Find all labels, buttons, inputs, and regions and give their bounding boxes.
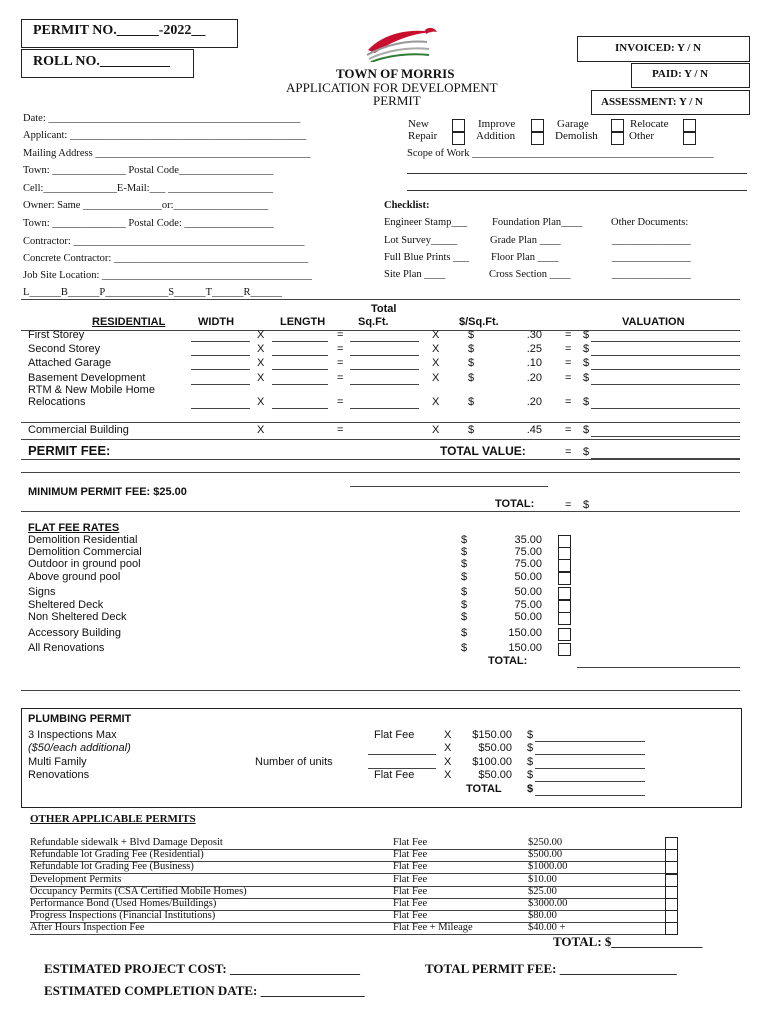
- times-symbol: X: [444, 756, 452, 768]
- rate-value: .20: [526, 396, 542, 408]
- equals-symbol: =: [337, 329, 344, 341]
- times-symbol: X: [432, 424, 440, 436]
- roll-no-label: ROLL NO.__________: [33, 54, 170, 69]
- minimum-permit-fee: MINIMUM PERMIT FEE: $25.00: [28, 486, 187, 498]
- checklist-other-doc-2[interactable]: _______________: [612, 252, 691, 263]
- equals-symbol: =: [337, 396, 344, 408]
- flat-fee-dollar: $: [461, 558, 468, 570]
- work-relocate-label: Relocate: [630, 118, 669, 130]
- other-permit-amount: $25.00: [528, 885, 557, 897]
- equals-symbol: =: [565, 357, 572, 369]
- applicant-field[interactable]: Applicant: _____________________________________________: [23, 130, 307, 141]
- assessment-label: ASSESSMENT: Y / N: [601, 96, 703, 108]
- plumbing-amount: $50.00: [478, 769, 512, 781]
- flat-fee-bottom-line: [21, 690, 740, 691]
- permit-total-underline: [21, 511, 740, 512]
- flat-fee-dollar: $: [461, 642, 468, 654]
- flat-fee-label: Above ground pool: [28, 571, 121, 583]
- plumbing-amount-input[interactable]: [535, 754, 645, 755]
- flat-fee-amount: 50.00: [514, 571, 542, 583]
- job-site-location-field[interactable]: Job Site Location: ________________________________________: [23, 270, 313, 281]
- invoiced-label: INVOICED: Y / N: [615, 42, 702, 54]
- valuation-input[interactable]: [591, 436, 740, 437]
- flat-fee-amount: 150.00: [508, 627, 542, 639]
- flat-fee-amount: 150.00: [508, 642, 542, 654]
- other-permit-amount: $3000.00: [528, 898, 568, 909]
- times-symbol: X: [432, 329, 440, 341]
- work-garage-label: Garage: [557, 118, 589, 130]
- rate-value: .30: [526, 329, 542, 341]
- table-top-line: [21, 299, 740, 300]
- flat-fee-label: All Renovations: [28, 642, 105, 654]
- valuation-input[interactable]: [591, 384, 740, 385]
- rate-dollar: $: [468, 424, 475, 436]
- total-sqft-header-2: Sq.Ft.: [358, 316, 389, 328]
- plumbing-amount: $50.00: [478, 742, 512, 754]
- plumbing-total-label: TOTAL: [466, 783, 502, 795]
- work-repair-label: Repair: [408, 130, 438, 142]
- estimated-completion-date[interactable]: ESTIMATED COMPLETION DATE: ________________: [44, 983, 365, 998]
- other-permit-type: Flat Fee: [393, 898, 428, 909]
- rate-dollar: $: [468, 343, 475, 355]
- equals-symbol: =: [337, 357, 344, 369]
- form-title-line2: PERMIT: [373, 93, 421, 108]
- other-permit-checkbox[interactable]: [665, 898, 678, 911]
- residential-row-label: Second Storey: [28, 343, 101, 355]
- flat-fee-label: Signs: [28, 586, 56, 598]
- checklist-lot-survey[interactable]: Lot Survey_____: [384, 235, 458, 246]
- plumbing-dollar: $: [527, 742, 534, 754]
- permit-fee-bottom-line: [21, 459, 740, 460]
- checklist-title: Checklist:: [384, 200, 430, 211]
- other-permit-checkbox[interactable]: [665, 849, 678, 862]
- other-permit-checkbox[interactable]: [665, 886, 678, 899]
- spacer-line-1: [21, 472, 740, 473]
- times-symbol: X: [444, 742, 452, 754]
- checklist-site-plan[interactable]: Site Plan ____: [384, 269, 446, 280]
- flat-fee-label: Demolition Commercial: [28, 546, 142, 558]
- estimated-project-cost[interactable]: ESTIMATED PROJECT COST: ____________________: [44, 961, 361, 976]
- commercial-top-line: [21, 422, 740, 423]
- valuation-dollar: $: [583, 424, 590, 436]
- plumbing-flat-fee: Flat Fee: [374, 769, 415, 781]
- work-addition-checkbox[interactable]: [531, 132, 544, 145]
- equals-symbol: =: [565, 424, 572, 436]
- work-demolish-checkbox[interactable]: [611, 132, 624, 145]
- length-input[interactable]: [272, 408, 328, 409]
- equals-symbol: =: [565, 396, 572, 408]
- length-header: LENGTH: [280, 316, 326, 328]
- other-permit-amount: $80.00: [528, 910, 557, 922]
- residential-row-label: Commercial Building: [28, 424, 129, 436]
- width-input[interactable]: [191, 369, 250, 370]
- flat-fee-dollar: $: [461, 627, 468, 639]
- total-sqft-input[interactable]: [350, 408, 419, 409]
- times-symbol: X: [432, 372, 440, 384]
- width-input[interactable]: [191, 355, 250, 356]
- checklist-other-documents: Other Documents:: [611, 217, 689, 228]
- other-permit-label: Occupancy Permits (CSA Certified Mobile Homes): [30, 885, 247, 897]
- total-sqft-input[interactable]: [350, 384, 419, 385]
- scope-line-3[interactable]: [407, 190, 747, 191]
- flat-fee-amount: 50.00: [514, 586, 542, 598]
- work-improve-label: Improve: [478, 118, 516, 130]
- header-underline: [21, 330, 740, 331]
- valuation-input[interactable]: [591, 369, 740, 370]
- equals-symbol: =: [565, 343, 572, 355]
- other-permit-label: Development Permits: [30, 873, 122, 885]
- valuation-input[interactable]: [591, 355, 740, 356]
- work-repair-checkbox[interactable]: [452, 132, 465, 145]
- other-permit-type: Flat Fee: [393, 837, 428, 848]
- plumbing-total-dollar: $: [527, 783, 534, 795]
- checklist-other-doc-1[interactable]: _______________: [612, 235, 691, 246]
- flat-fee-label: Sheltered Deck: [28, 599, 104, 611]
- length-input[interactable]: [272, 384, 328, 385]
- cell-email-field[interactable]: Cell:______________E-Mail:___ ____________________: [23, 183, 273, 194]
- valuation-dollar: $: [583, 343, 590, 355]
- residential-row-label: RTM & New Mobile Home: [28, 384, 155, 396]
- per-sqft-header: $/Sq.Ft.: [459, 316, 499, 328]
- plumbing-dollar: $: [527, 769, 534, 781]
- width-header: WIDTH: [198, 316, 235, 328]
- scope-line-2[interactable]: [407, 173, 747, 174]
- flat-fee-title: FLAT FEE RATES: [28, 522, 120, 534]
- permit-fee-top-line: [21, 439, 740, 440]
- other-permit-label: Performance Bond (Used Homes/Buildings): [30, 898, 217, 909]
- valuation-dollar: $: [583, 372, 590, 384]
- valuation-dollar: $: [583, 329, 590, 341]
- flat-fee-dollar: $: [461, 599, 468, 611]
- total-sqft-input[interactable]: [350, 369, 419, 370]
- contractor-field[interactable]: Contractor: ____________________________________________: [23, 236, 305, 247]
- work-addition-label: Addition: [476, 130, 516, 142]
- valuation-dollar: $: [583, 396, 590, 408]
- flat-fee-label: Accessory Building: [28, 627, 121, 639]
- plumbing-flat-fee: Flat Fee: [374, 729, 415, 741]
- other-permit-checkbox[interactable]: [665, 861, 678, 874]
- flat-fee-amount: 75.00: [514, 558, 542, 570]
- times-symbol: X: [257, 329, 265, 341]
- flat-fee-dollar: $: [461, 586, 468, 598]
- total-value-eq: =: [565, 446, 572, 458]
- rate-value: .10: [526, 357, 542, 369]
- concrete-contractor-field[interactable]: Concrete Contractor: _____________________________________: [23, 253, 309, 264]
- work-new-label: New: [408, 118, 429, 130]
- other-permit-type: Flat Fee: [393, 910, 428, 922]
- plumbing-amount-input[interactable]: [535, 781, 645, 782]
- equals-symbol: =: [337, 424, 344, 436]
- plumbing-row-label: ($50/each additional): [28, 742, 131, 754]
- valuation-dollar: $: [583, 357, 590, 369]
- flat-fee-label: Demolition Residential: [28, 534, 138, 546]
- checklist-floor-plan[interactable]: Floor Plan ____: [491, 252, 559, 263]
- other-permit-underline: [30, 873, 670, 874]
- plumbing-row-label: Multi Family: [28, 756, 87, 768]
- rate-value: .20: [526, 372, 542, 384]
- other-permit-amount: $1000.00: [528, 861, 568, 873]
- times-symbol: X: [432, 343, 440, 355]
- plumbing-title: PLUMBING PERMIT: [28, 713, 132, 725]
- permit-total-dollar: $: [583, 499, 590, 511]
- other-permit-type: Flat Fee: [393, 849, 428, 861]
- other-permit-type: Flat Fee: [393, 861, 428, 873]
- plumbing-amount-input[interactable]: [535, 768, 645, 769]
- flat-fee-label: Outdoor in ground pool: [28, 558, 141, 570]
- flat-fee-label: Non Sheltered Deck: [28, 611, 127, 623]
- equals-symbol: =: [565, 329, 572, 341]
- total-value-dollar: $: [583, 446, 590, 458]
- plumbing-dollar: $: [527, 756, 534, 768]
- times-symbol: X: [257, 357, 265, 369]
- work-other-checkbox[interactable]: [683, 132, 696, 145]
- equals-symbol: =: [565, 372, 572, 384]
- plumbing-number-of-units: Number of units: [255, 756, 333, 768]
- legal-land-field[interactable]: L______B______P____________S______T______R______: [23, 287, 283, 298]
- work-other-label: Other: [629, 130, 655, 142]
- work-relocate-checkbox[interactable]: [683, 119, 696, 132]
- permit-total-label: TOTAL:: [495, 498, 535, 510]
- checklist-other-doc-3[interactable]: _______________: [612, 269, 691, 280]
- rate-value: .45: [526, 424, 542, 436]
- plumbing-amount: $150.00: [472, 729, 512, 741]
- residential-row-label: Attached Garage: [28, 357, 112, 369]
- flat-fee-checkbox[interactable]: [558, 572, 571, 585]
- plumbing-amount-input[interactable]: [535, 741, 645, 742]
- total-sqft-input[interactable]: [350, 341, 419, 342]
- paid-label: PAID: Y / N: [652, 68, 709, 80]
- permit-total-eq: =: [565, 499, 572, 511]
- owner-town-postal-field[interactable]: Town: ______________ Postal Code: _________________: [23, 218, 274, 229]
- flat-fee-total-label: TOTAL:: [488, 655, 528, 667]
- flat-fee-checkbox[interactable]: [558, 612, 571, 625]
- plumbing-amount: $100.00: [472, 756, 512, 768]
- permit-fee-label: PERMIT FEE:: [28, 443, 111, 458]
- times-symbol: X: [432, 357, 440, 369]
- width-input[interactable]: [191, 384, 250, 385]
- times-symbol: X: [432, 396, 440, 408]
- work-demolish-label: Demolish: [555, 130, 598, 142]
- work-garage-checkbox[interactable]: [611, 119, 624, 132]
- other-permit-type: Flat Fee: [393, 873, 428, 885]
- other-permit-label: Progress Inspections (Financial Institutions): [30, 910, 216, 922]
- residential-header: RESIDENTIAL: [92, 316, 166, 328]
- flat-fee-checkbox[interactable]: [558, 587, 571, 600]
- plumbing-total-line[interactable]: [535, 795, 645, 796]
- valuation-input[interactable]: [591, 408, 740, 409]
- width-input[interactable]: [191, 341, 250, 342]
- other-permit-amount: $10.00: [528, 873, 557, 885]
- flat-fee-amount: 75.00: [514, 546, 542, 558]
- residential-row-label: Basement Development: [28, 372, 146, 384]
- date-field[interactable]: Date: ________________________________________________: [23, 113, 301, 124]
- flat-fee-amount: 75.00: [514, 599, 542, 611]
- scope-of-work-field[interactable]: Scope of Work ______________________________________________: [407, 148, 714, 159]
- times-symbol: X: [257, 424, 265, 436]
- flat-fee-checkbox[interactable]: [558, 559, 571, 572]
- times-symbol: X: [444, 769, 452, 781]
- rate-dollar: $: [468, 396, 475, 408]
- checklist-cross-section[interactable]: Cross Section ____: [489, 269, 571, 280]
- other-permit-type: Flat Fee: [393, 885, 428, 897]
- rate-dollar: $: [468, 329, 475, 341]
- other-permit-label: Refundable lot Grading Fee (Residential): [30, 849, 204, 861]
- flat-fee-amount: 35.00: [514, 534, 542, 546]
- form-title-line1: APPLICATION FOR DEVELOPMENT: [286, 80, 498, 95]
- checklist-grade-plan[interactable]: Grade Plan ____: [490, 235, 561, 246]
- plumbing-units-input[interactable]: [368, 754, 436, 755]
- length-input[interactable]: [272, 341, 328, 342]
- other-permit-checkbox[interactable]: [665, 910, 678, 923]
- residential-row-label: First Storey: [28, 329, 85, 341]
- rate-dollar: $: [468, 357, 475, 369]
- town-postal-field[interactable]: Town: ______________ Postal Code__________________: [23, 165, 274, 176]
- flat-fee-amount: 50.00: [514, 611, 542, 623]
- flat-fee-dollar: $: [461, 546, 468, 558]
- other-permit-label: Refundable lot Grading Fee (Business): [30, 861, 194, 873]
- other-permit-amount: $40.00 +: [528, 922, 566, 934]
- checklist-full-blue-prints[interactable]: Full Blue Prints ___: [384, 252, 469, 263]
- flat-fee-checkbox[interactable]: [558, 643, 571, 656]
- length-input[interactable]: [272, 355, 328, 356]
- other-permit-type: Flat Fee + Mileage: [393, 922, 473, 934]
- owner-field[interactable]: Owner: Same _______________or:__________________: [23, 200, 268, 211]
- plumbing-row-label: Renovations: [28, 769, 90, 781]
- checklist-engineer-stamp[interactable]: Engineer Stamp___: [384, 217, 468, 228]
- other-permits-total[interactable]: TOTAL: $______________: [553, 934, 703, 949]
- total-sqft-input[interactable]: [350, 355, 419, 356]
- permit-no-label: PERMIT NO.______-2022__: [33, 23, 206, 38]
- flat-fee-total-line[interactable]: [577, 667, 740, 668]
- flat-fee-dollar: $: [461, 611, 468, 623]
- town-name: TOWN OF MORRIS: [336, 66, 455, 81]
- times-symbol: X: [257, 343, 265, 355]
- plumbing-row-label: 3 Inspections Max: [28, 729, 117, 741]
- length-input[interactable]: [272, 369, 328, 370]
- town-logo-icon: [363, 20, 438, 62]
- work-new-checkbox[interactable]: [452, 119, 465, 132]
- valuation-header: VALUATION: [622, 316, 685, 328]
- flat-fee-checkbox[interactable]: [558, 628, 571, 641]
- checklist-foundation-plan[interactable]: Foundation Plan____: [492, 217, 583, 228]
- times-symbol: X: [444, 729, 452, 741]
- other-permits-title: OTHER APPLICABLE PERMITS: [30, 813, 196, 825]
- flat-fee-dollar: $: [461, 534, 468, 546]
- total-permit-fee[interactable]: TOTAL PERMIT FEE: __________________: [425, 961, 677, 976]
- equals-symbol: =: [337, 372, 344, 384]
- total-sqft-header-1: Total: [371, 303, 397, 315]
- plumbing-dollar: $: [527, 729, 534, 741]
- min-fee-input-line[interactable]: [350, 486, 548, 487]
- rate-value: .25: [526, 343, 542, 355]
- other-permit-label: After Hours Inspection Fee: [30, 922, 145, 934]
- other-permit-checkbox[interactable]: [665, 874, 678, 887]
- other-permit-amount: $250.00: [528, 837, 563, 848]
- total-value-label: TOTAL VALUE:: [440, 444, 526, 458]
- other-permit-label: Refundable sidewalk + Blvd Damage Deposit: [30, 837, 223, 848]
- mailing-address-field[interactable]: Mailing Address _________________________________________: [23, 148, 311, 159]
- valuation-input[interactable]: [591, 341, 740, 342]
- times-symbol: X: [257, 372, 265, 384]
- equals-symbol: =: [337, 343, 344, 355]
- flat-fee-dollar: $: [461, 571, 468, 583]
- times-symbol: X: [257, 396, 265, 408]
- width-input[interactable]: [191, 408, 250, 409]
- other-permit-amount: $500.00: [528, 849, 563, 861]
- other-permit-checkbox[interactable]: [665, 837, 678, 850]
- residential-row-label: Relocations: [28, 396, 86, 408]
- rate-dollar: $: [468, 372, 475, 384]
- work-improve-checkbox[interactable]: [531, 119, 544, 132]
